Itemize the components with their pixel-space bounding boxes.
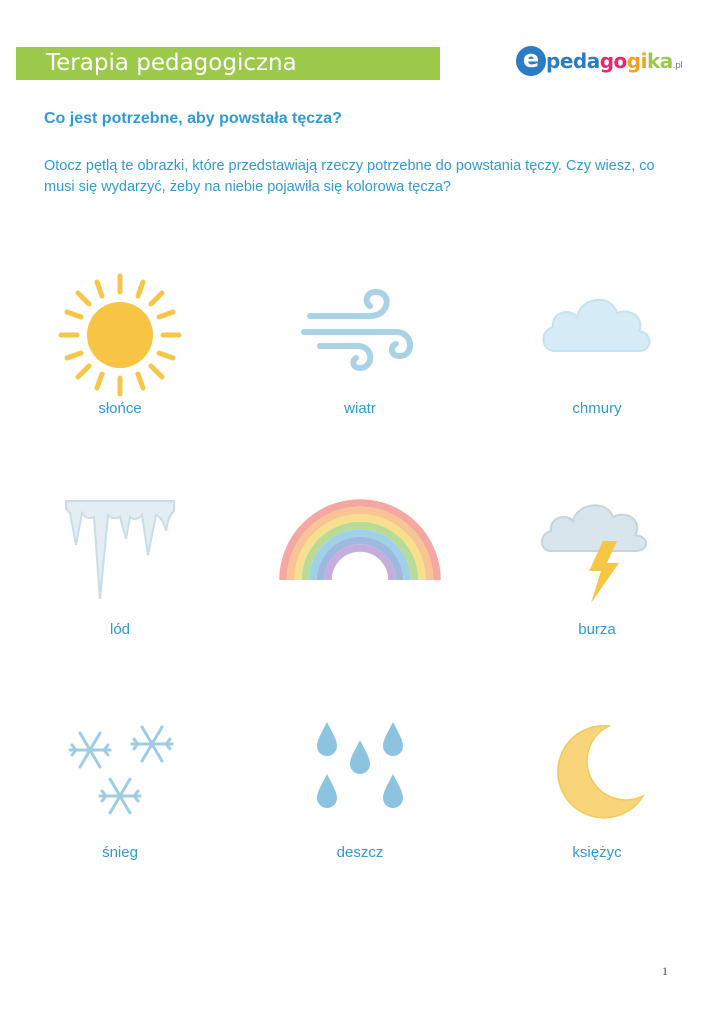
sun-icon xyxy=(55,270,185,400)
page-number: 1 xyxy=(662,964,668,978)
label-storm: burza xyxy=(578,621,616,638)
moon-picture[interactable] xyxy=(497,720,697,820)
icicles-icon xyxy=(60,495,180,610)
ice-picture[interactable] xyxy=(20,495,220,610)
snow-picture[interactable] xyxy=(20,718,220,823)
label-sun: słońce xyxy=(98,400,142,417)
label-snow: śnieg xyxy=(102,844,138,861)
sun-picture[interactable] xyxy=(20,270,220,400)
epedagogika-logo[interactable] xyxy=(516,44,686,80)
question-heading: Co jest potrzebne, aby powstała tęcza? xyxy=(44,110,342,127)
storm-icon xyxy=(537,495,657,610)
raindrops-icon xyxy=(305,718,415,823)
clouds-picture[interactable] xyxy=(497,285,697,365)
label-wind: wiatr xyxy=(344,400,376,417)
label-moon: księżyc xyxy=(572,844,622,861)
label-ice: lód xyxy=(109,621,131,638)
rainbow-icon xyxy=(275,490,445,585)
wind-picture[interactable] xyxy=(260,280,460,380)
label-rain: deszcz xyxy=(336,844,384,861)
snowflakes-icon xyxy=(60,718,180,823)
label-clouds: chmury xyxy=(572,400,622,417)
moon-icon xyxy=(547,720,647,820)
cloud-icon xyxy=(537,285,657,365)
wind-icon xyxy=(300,280,420,380)
rainbow-picture[interactable] xyxy=(260,490,460,585)
logo-text: pedagogika.pl xyxy=(546,49,683,73)
storm-picture[interactable] xyxy=(497,495,697,610)
header-bar xyxy=(16,47,440,80)
instruction-text: Otocz pętlą te obrazki, które przedstawiają rzeczy potrzebne do powstania tęczy. Czy wiesz, co musi się wydarzyć, żeby na niebie pojawiła się kolorowa tęcza? xyxy=(44,158,655,195)
rain-picture[interactable] xyxy=(260,718,460,823)
logo-mark: e xyxy=(516,46,546,76)
page-title: Terapia pedagogiczna xyxy=(46,50,297,76)
